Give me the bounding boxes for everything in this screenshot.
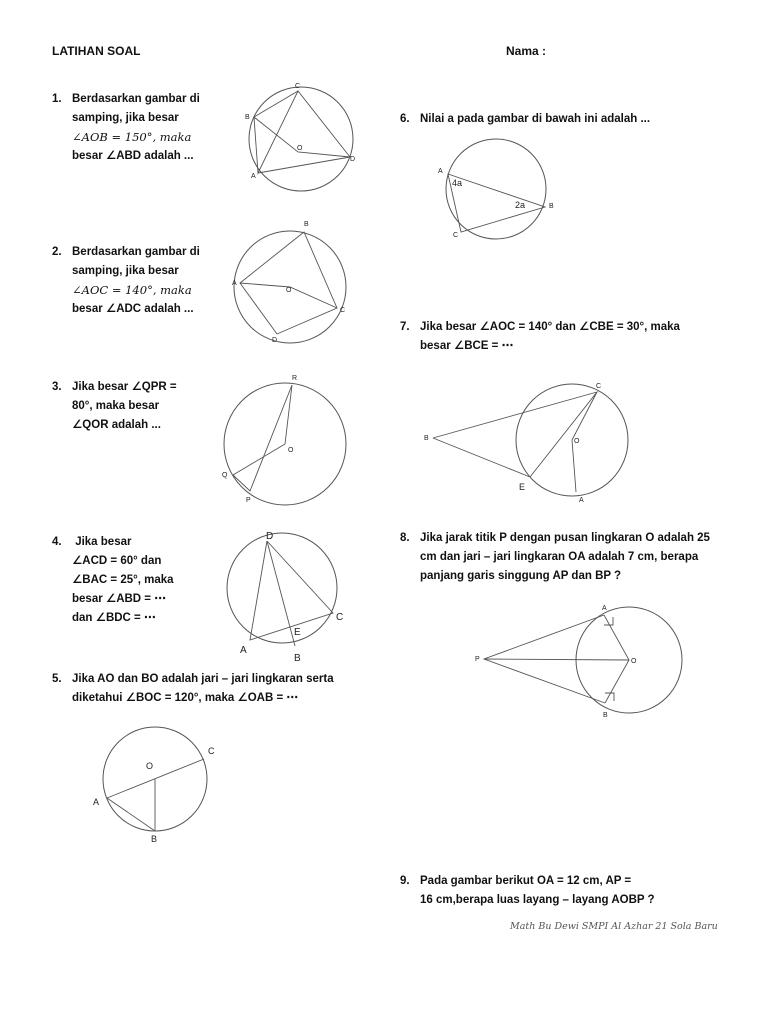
question-text: Jika besar xyxy=(72,536,132,548)
question-number: 3. xyxy=(52,381,62,393)
question-text: panjang garis singgung AP dan BP ? xyxy=(420,570,622,582)
angle-label: 4a xyxy=(452,178,463,188)
question-number: 2. xyxy=(52,246,62,258)
question-text: 16 cm,berapa luas layang – layang AOBP ? xyxy=(420,894,655,906)
point-label: B xyxy=(304,221,309,228)
point-label: O xyxy=(631,658,637,665)
point-label: E xyxy=(519,482,526,492)
question-text: Pada gambar berikut OA = 12 cm, AP = xyxy=(420,875,632,887)
point-label: D xyxy=(272,337,278,344)
radius-lines xyxy=(604,615,629,703)
point-label: E xyxy=(294,627,301,638)
point-label: R xyxy=(292,375,298,382)
footer-signature: Math Bu Dewi SMPI Al Azhar 21 Sola Baru xyxy=(510,921,718,932)
point-label: O xyxy=(288,447,294,454)
question-text: samping, jika besar xyxy=(72,265,179,277)
point-label: A xyxy=(251,173,256,180)
question-text: besar ∠ADC adalah ... xyxy=(72,303,194,315)
question-text: diketahui ∠BOC = 120°, maka ∠OAB = ⋯ xyxy=(72,692,298,704)
point-label: P xyxy=(475,656,480,663)
question-text: dan ∠BDC = ⋯ xyxy=(72,612,156,624)
question-number: 8. xyxy=(400,532,410,544)
question-text: ∠AOB = 150°, maka xyxy=(72,130,192,144)
question-text: Berdasarkan gambar di xyxy=(72,246,200,258)
question-text: Jika besar ∠QPR = xyxy=(72,381,177,393)
point-label: C xyxy=(336,612,344,623)
point-label: A xyxy=(579,497,584,504)
point-label: B xyxy=(603,712,608,719)
point-label: B xyxy=(549,203,554,210)
point-label: B xyxy=(424,435,429,442)
point-label: Q xyxy=(222,472,228,479)
question-text: besar ∠ABD = ⋯ xyxy=(72,593,166,605)
question-text: Jika jarak titik P dengan pusan lingkaran O adalah 25 xyxy=(420,532,710,544)
question-text: Jika besar ∠AOC = 140° dan ∠CBE = 30°, maka xyxy=(420,321,680,333)
question-text: besar ∠ABD adalah ... xyxy=(72,150,194,162)
question-text: besar ∠BCE = ⋯ xyxy=(420,340,514,352)
point-label: B xyxy=(245,114,250,121)
question-text: ∠BAC = 25°, maka xyxy=(72,574,174,586)
point-label: D xyxy=(266,531,274,542)
question-number: 9. xyxy=(400,875,410,887)
point-label: C xyxy=(340,307,346,314)
point-label: O xyxy=(297,145,303,152)
question-text: samping, jika besar xyxy=(72,112,179,124)
question-text: ∠QOR adalah ... xyxy=(72,419,161,431)
question-text: ∠ACD = 60° dan xyxy=(72,555,162,567)
point-label: D xyxy=(350,156,356,163)
point-label: A xyxy=(93,797,100,807)
point-label: B xyxy=(151,834,158,844)
question-text: Jika AO dan BO adalah jari – jari lingkaran serta xyxy=(72,673,334,685)
question-number: 1. xyxy=(52,93,62,105)
angle-label: 2a xyxy=(515,200,526,210)
name-label: Nama : xyxy=(506,44,547,58)
question-text: ∠AOC = 140°, maka xyxy=(72,283,192,297)
center-line xyxy=(484,659,629,660)
point-label: P xyxy=(246,497,251,504)
point-label: O xyxy=(286,287,292,294)
point-label: O xyxy=(146,761,154,771)
point-label: O xyxy=(574,438,580,445)
point-label: C xyxy=(453,232,459,239)
question-number: 5. xyxy=(52,673,62,685)
point-label: C xyxy=(295,83,301,90)
point-label: B xyxy=(294,653,301,664)
point-label: A xyxy=(602,605,607,612)
question-number: 7. xyxy=(400,321,410,333)
point-label: C xyxy=(208,746,215,756)
question-text: Nilai a pada gambar di bawah ini adalah ... xyxy=(420,113,651,125)
question-text: Berdasarkan gambar di xyxy=(72,93,200,105)
page-title: LATIHAN SOAL xyxy=(52,44,141,58)
point-label: A xyxy=(240,645,247,656)
question-number: 4. xyxy=(52,536,62,548)
point-label: A xyxy=(438,168,443,175)
point-label: A xyxy=(232,280,237,287)
point-label: C xyxy=(596,383,602,390)
question-number: 6. xyxy=(400,113,410,125)
question-text: 80°, maka besar xyxy=(72,400,160,412)
question-text: cm dan jari – jari lingkaran OA adalah 7 cm, berapa xyxy=(420,551,699,563)
